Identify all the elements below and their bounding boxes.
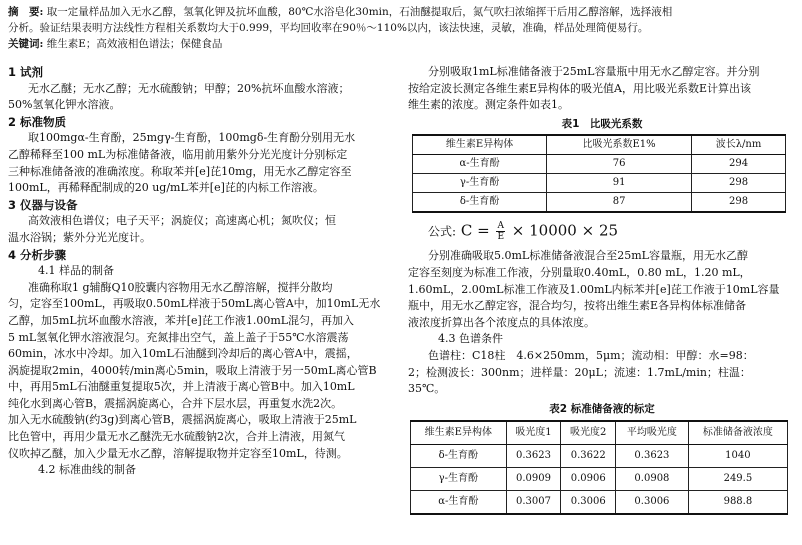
table-2-header: 维生素E异构体 — [411, 421, 507, 445]
table-row — [411, 491, 788, 515]
table-cell: δ-生育酚 — [411, 445, 507, 468]
section-2-line: 三种标准储备液的准确浓度。称取苯并[e]芘10mg，用无水乙醇定容至 — [8, 164, 352, 178]
abstract — [8, 4, 794, 52]
formula-lhs: C = — [460, 221, 490, 240]
table-cell: α-生育酚 — [413, 155, 547, 174]
std-line: 定容至刻度为标准工作液，分别量取0.40mL，0.80 mL，1.20 mL， — [408, 265, 751, 279]
formula-rhs: × 10000 × 25 — [511, 221, 619, 240]
table-1-header: 比吸光系数E1% — [547, 135, 692, 155]
table-row — [411, 445, 788, 468]
keywords-label: 关键词: — [8, 38, 44, 50]
table-cell: 0.0908 — [616, 468, 689, 491]
table-cell: 0.3623 — [616, 445, 689, 468]
intro-line: 分别吸取1mL标准储备液于25mL容量瓶中用无水乙醇定容。并分别 — [428, 65, 760, 78]
table-2-header: 吸光度2 — [561, 421, 616, 445]
table-cell: 249.5 — [688, 468, 787, 491]
abstract-label: 摘 要: — [8, 6, 44, 18]
table-1 — [412, 134, 786, 213]
table-2-header: 标准储备液浓度 — [688, 421, 787, 445]
table-cell: δ-生育酚 — [413, 193, 547, 213]
section-4-1-line: 5 mL氢氧化钾水溶液混匀。充氮排出空气，盖上盖子于55℃水溶震荡 — [8, 330, 349, 344]
table-cell: 1040 — [688, 445, 787, 468]
section-4-1-line: 仪吹掉乙醚，加入少量无水乙醇，溶解提取物并定容至10mL，待测。 — [8, 446, 348, 460]
chrom-line: 2；检测波长：300nm；进样量：20μL；流速：1.7mL/min；柱温： — [408, 365, 751, 379]
section-4-1-line: 中，再用5mL石油醚重复提取5次，并上清液于离心管B中。加入10mL — [8, 380, 355, 394]
table-cell: 0.3007 — [506, 491, 561, 515]
table-cell: 988.8 — [688, 491, 787, 515]
table-2-header-row — [411, 421, 788, 445]
keywords — [8, 36, 794, 52]
table-cell: 294 — [692, 155, 786, 174]
std-line: 瓶中，用无水乙醇定容，混合均匀，按将出维生素E各异构体标准储备 — [408, 299, 747, 313]
chrom-line: 色谱柱：C18柱 4.6×250mm，5μm；流动相：甲醇：水=98： — [428, 348, 754, 362]
left-column — [8, 64, 400, 479]
section-4-1-line: 准确称取1 g辅酶Q10胶囊内容物用无水乙醇溶解，搅拌分散均 — [28, 280, 333, 294]
section-4-title: 4 分析步骤 — [8, 247, 67, 262]
std-line: 液浓度折算出各个浓度点的具体浓度。 — [408, 315, 595, 329]
table-row — [411, 468, 788, 491]
table-cell: γ-生育酚 — [413, 174, 547, 193]
section-1-line: 50%氢氧化钾水溶液。 — [8, 98, 121, 112]
section-4-1-line: 60min，冰水中冷却。加入10mL石油醚到冷却后的离心管A中，震摇， — [8, 347, 358, 361]
section-2-title: 2 标准物质 — [8, 114, 67, 129]
table-row — [413, 174, 786, 193]
section-2-line: 100mL，再稀释配制成的20 ug/mL苯并[e]芘的内标工作溶液。 — [8, 181, 324, 195]
section-4-1-line: 涡旋提取2min，4000转/min离心5min，吸取上清液于另一50mL离心管B — [8, 363, 377, 377]
table-cell: α-生育酚 — [411, 491, 507, 515]
section-4-1-line: 加入无水硫酸钠(约3g)到离心管B，震摇涡旋离心，吸取上清液于25mL — [8, 413, 357, 427]
abstract-text-1: 取一定量样品加入无水乙醇，氢氧化钾及抗坏血酸，80℃水浴皂化30min，石油醚提取后，氮气吹扫浓缩挥干后用乙醇溶解，选择液相 — [46, 6, 673, 18]
table-1-header: 波长λ/nm — [692, 135, 786, 155]
section-4-2-title: 4.2 标准曲线的制备 — [38, 463, 136, 477]
table-cell: 0.3006 — [561, 491, 616, 515]
section-2-line: 乙醇稀释至100 mL为标准储备液，临用前用紫外分光光度计分别标定 — [8, 147, 348, 161]
table-2-header: 平均吸光度 — [616, 421, 689, 445]
table-1-header-row — [413, 135, 786, 155]
formula-numerator: A — [497, 221, 504, 232]
table-2-header: 吸光度1 — [506, 421, 561, 445]
abstract-line-1 — [8, 4, 794, 20]
chrom-line: 35℃。 — [408, 382, 446, 396]
table-cell: γ-生育酚 — [411, 468, 507, 491]
std-line: 分别准确吸取5.0mL标准储备液混合至25mL容量瓶，用无水乙醇 — [428, 249, 748, 263]
table-cell: 0.0906 — [561, 468, 616, 491]
keywords-text: 维生素E；高效液相色谱法；保健食品 — [46, 38, 223, 50]
table-cell: 298 — [692, 174, 786, 193]
formula — [428, 221, 796, 242]
table-cell: 298 — [692, 193, 786, 213]
table-cell: 0.0909 — [506, 468, 561, 491]
section-4-1-line: 乙醇，加5mL抗坏血酸水溶液，苯并[e]芘工作液1.00mL混匀，再加入 — [8, 313, 355, 327]
section-4-1-title: 4.1 样品的制备 — [38, 264, 114, 278]
section-4-3-title: 4.3 色谱条件 — [438, 332, 503, 346]
intro-line: 维生素的浓度。测定条件如表1。 — [408, 98, 569, 112]
formula-fraction — [496, 221, 505, 242]
section-2-line: 取100mgα-生育酚，25mgγ-生育酚，100mgδ-生育酚分别用无水 — [28, 131, 356, 145]
table-1-caption: 表1 比吸光系数 — [561, 117, 643, 130]
section-4-1-line: 纯化水到离心管B，震摇涡旋离心，合并下层水层，再重复水洗2次。 — [8, 396, 343, 410]
table-2 — [410, 420, 788, 515]
table-row — [413, 155, 786, 174]
abstract-text-2: 分析。验证结果表明方法线性方程相关系数均大于0.999，平均回收率在90％～110%以内，该法快速，灵敏，准确，样品处理简便易行。 — [8, 22, 649, 34]
section-1-line: 无水乙醚；无水乙醇；无水硫酸钠；甲醇；20%抗坏血酸水溶液； — [28, 81, 350, 95]
table-cell: 0.3622 — [561, 445, 616, 468]
intro-line: 按给定波长测定各维生素E异构体的吸光值A，用比吸光系数E计算出该 — [408, 81, 752, 95]
section-1-title: 1 试剂 — [8, 65, 44, 79]
formula-label: 公式: — [428, 224, 457, 239]
section-3-title: 3 仪器与设备 — [8, 197, 78, 212]
table-cell: 87 — [547, 193, 692, 213]
table-cell: 76 — [547, 155, 692, 174]
section-4-1-line: 匀，定容至100mL，再吸取0.50mL样液于50mL离心管A中，加10mL无水 — [8, 297, 381, 311]
formula-denominator: E — [497, 232, 505, 243]
table-cell: 0.3006 — [616, 491, 689, 515]
section-4-1-line: 比色管中，再用少量无水乙醚洗无水硫酸钠2次，合并上清液，用氮气 — [8, 430, 345, 444]
std-line: 1.60mL，2.00mL标准工作液及1.00mL内标苯并[e]芘工作液于10mL容量 — [408, 282, 780, 296]
right-column — [408, 64, 796, 515]
table-cell: 0.3623 — [506, 445, 561, 468]
table-2-caption: 表2 标准储备液的标定 — [549, 402, 655, 415]
table-cell: 91 — [547, 174, 692, 193]
table-row — [413, 193, 786, 213]
section-3-line: 高效液相色谱仪；电子天平；涡旋仪；高速离心机；氮吹仪；恒 — [28, 214, 336, 228]
section-3-line: 温水浴锅；紫外分光光度计。 — [8, 230, 151, 244]
table-1-header: 维生素E异构体 — [413, 135, 547, 155]
